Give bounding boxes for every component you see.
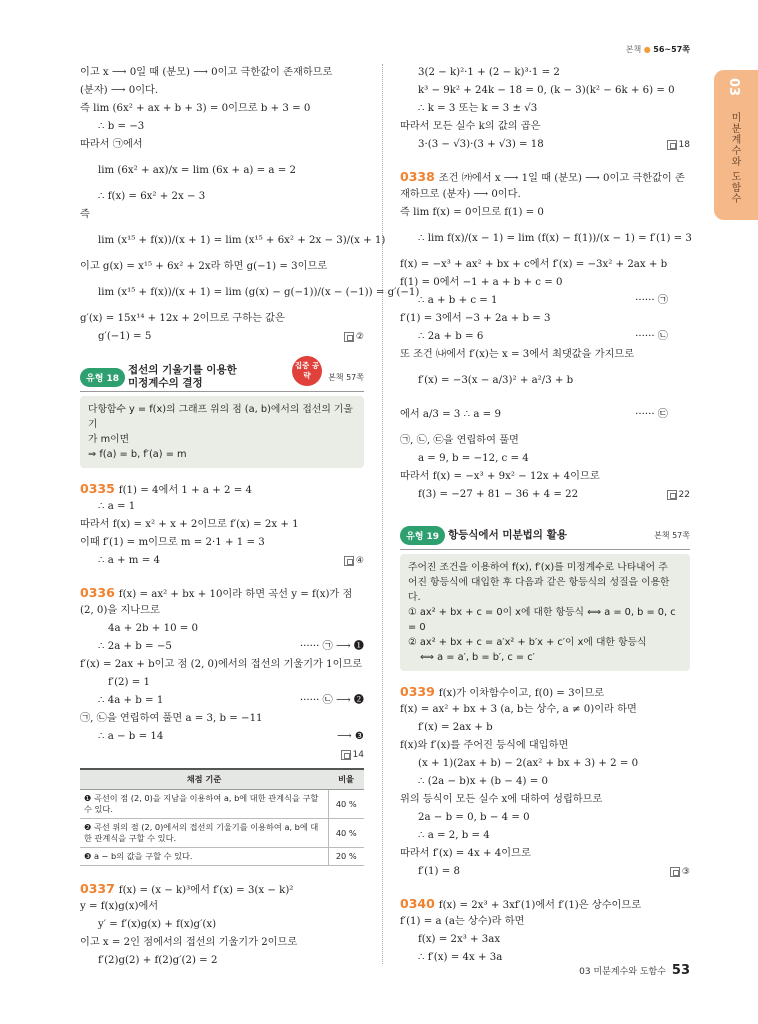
answer-value: 18 bbox=[678, 140, 690, 150]
type-ref: 본책 57쪽 bbox=[328, 373, 364, 382]
text-line-content: 에서 a/3 = 3 ∴ a = 9 bbox=[400, 409, 501, 420]
text-line: ㉠, ㉡을 연립하여 풀면 a = 3, b = −11 bbox=[80, 713, 263, 724]
answer-value: ④ bbox=[355, 556, 364, 566]
math-line: f′(x) = −3(x − a/3)² + a²/3 + b bbox=[418, 375, 574, 386]
problem-number: 0340 bbox=[400, 896, 435, 911]
text-line bbox=[400, 398, 690, 432]
text-line-content: f(x)가 이차함수이고, f(0) = 3이므로 bbox=[438, 688, 605, 699]
text-line: (x + 1)(2ax + b) − 2(ax² + bx + 3) + 2 = 0 bbox=[418, 758, 639, 769]
text-line: f′(2)g(2) + f(2)g′(2) = 2 bbox=[98, 955, 218, 966]
step-mark: ······ ㉢ bbox=[635, 409, 668, 420]
text-line: y = f(x)g(x)에서 bbox=[80, 901, 159, 912]
answer-icon bbox=[344, 556, 354, 566]
text-line bbox=[400, 486, 690, 504]
answer-icon bbox=[341, 750, 351, 760]
text-line bbox=[400, 863, 690, 881]
text-line: (분자) ⟶ 0이다. bbox=[80, 85, 159, 96]
answer-mark bbox=[670, 863, 690, 881]
text-line: 이고 x ⟶ 0일 때 (분모) ⟶ 0이고 극한값이 존재하므로 bbox=[80, 67, 333, 78]
text-line-content: ∴ a + b + c = 1 bbox=[418, 295, 498, 306]
page-header: 본책 ● 56~57쪽 bbox=[625, 45, 690, 54]
text-line: 또 조건 ㈏에서 f′(x)는 x = 3에서 최댓값을 가지므로 bbox=[400, 349, 635, 360]
text-line: 따라서 모든 실수 k의 값의 곱은 bbox=[400, 121, 541, 132]
answer-mark bbox=[344, 328, 364, 346]
math-line: lim (x¹⁵ + f(x))/(x + 1) = lim (g(x) − g(−1))/(x − (−1)) = g′(−1) bbox=[98, 287, 420, 298]
table-row bbox=[80, 848, 364, 866]
text-line: g′(x) = 15x¹⁴ + 12x + 2이므로 구하는 값은 bbox=[80, 313, 285, 324]
text-line: f′(x) = 2ax + b이고 점 (2, 0)에서의 접선의 기울기가 1이므로 bbox=[80, 659, 363, 670]
text-line bbox=[80, 728, 364, 746]
table-row bbox=[80, 819, 364, 848]
problem-0339 bbox=[400, 683, 690, 701]
text-line-content: ∴ a + m = 4 bbox=[98, 555, 160, 566]
grading-table bbox=[80, 768, 364, 866]
text-line-content: f(x) = (x − k)³에서 f′(x) = 3(x − k)² bbox=[118, 885, 294, 896]
text-line bbox=[80, 638, 364, 656]
text-line bbox=[400, 328, 690, 346]
page-footer bbox=[579, 963, 690, 978]
text-line: 2a − b = 0, b − 4 = 0 bbox=[418, 812, 530, 823]
table-cell: ❸ a − b의 값을 구할 수 있다. bbox=[80, 848, 328, 866]
answer-mark bbox=[667, 486, 690, 504]
answer-mark bbox=[667, 136, 690, 154]
text-line-content: f(3) = −27 + 81 − 36 + 4 = 22 bbox=[418, 489, 579, 500]
answer-value: ③ bbox=[681, 867, 690, 877]
text-line: f(x)와 f′(x)를 주어진 등식에 대입하면 bbox=[400, 740, 569, 751]
problem-number: 0338 bbox=[400, 169, 435, 184]
text-line: f′(1) = a (a는 상수)라 하면 bbox=[400, 916, 525, 927]
focus-badge: 집중 공략 bbox=[292, 356, 322, 386]
chapter-tab bbox=[714, 70, 758, 220]
text-line: ∴ k = 3 또는 k = 3 ± √3 bbox=[418, 103, 538, 114]
tip-line: 어진 항등식에 대입한 후 다음과 같은 항등식의 성질을 이용한다. bbox=[408, 577, 670, 603]
text-line: ∴ f(x) = 6x² + 2x − 3 bbox=[98, 191, 206, 202]
page-number: 53 bbox=[671, 963, 690, 978]
text-line: (2, 0)을 지나므로 bbox=[80, 605, 160, 616]
text-line: 이때 f′(1) = m이므로 m = 2·1 + 1 = 3 bbox=[80, 537, 265, 548]
text-line: f(x) = −x³ + ax² + bx + c에서 f′(x) = −3x² + 2ax + b bbox=[400, 259, 668, 270]
table-cell: ❷ 곡선 위의 점 (2, 0)에서의 접선의 기울기를 이용하여 a, b에 대한 관계식을 구할 수 있다. bbox=[80, 819, 328, 848]
answer-icon bbox=[667, 490, 677, 500]
text-line: 즉 lim (6x² + ax + b + 3) = 0이므로 b + 3 = 0 bbox=[80, 103, 311, 114]
text-line: ∴ a = 1 bbox=[98, 501, 136, 512]
text-line-content: f(1) = 4에서 1 + a + 2 = 4 bbox=[118, 485, 252, 496]
answer-value: 22 bbox=[678, 490, 690, 500]
answer-mark bbox=[341, 746, 364, 764]
answer-icon bbox=[667, 140, 677, 150]
math-line: ∴ lim f(x)/(x − 1) = lim (f(x) − f(1))/(x − 1) = f′(1) = 3 bbox=[418, 233, 692, 244]
text-line bbox=[400, 292, 690, 310]
type-ref: 본책 57쪽 bbox=[654, 531, 690, 540]
type-19-tip bbox=[400, 554, 690, 671]
problem-number: 0335 bbox=[80, 481, 115, 496]
text-line: 4a + 2b + 10 = 0 bbox=[108, 623, 199, 634]
column-divider bbox=[382, 64, 383, 964]
problem-0340 bbox=[400, 895, 690, 913]
text-line: k³ − 9k² + 24k − 18 = 0, (k − 3)(k² − 6k + 6) = 0 bbox=[418, 85, 675, 96]
type-19-header bbox=[400, 522, 690, 550]
tip-line: ⇒ f(a) = b, f′(a) = m bbox=[88, 449, 187, 460]
text-line: f′(x) = 2ax + b bbox=[418, 722, 493, 733]
text-line: ∴ a = 2, b = 4 bbox=[418, 830, 490, 841]
text-line: ∴ b = −3 bbox=[98, 121, 145, 132]
text-line: f′(2) = 1 bbox=[108, 677, 151, 688]
text-line-content: f′(1) = 8 bbox=[418, 866, 461, 877]
text-line: 3(2 − k)²·1 + (2 − k)³·1 = 2 bbox=[418, 67, 560, 78]
table-cell: 20 % bbox=[328, 848, 364, 866]
step-mark: ······ ㉡ bbox=[635, 331, 668, 342]
type-badge: 유형 19 bbox=[400, 526, 445, 545]
math-line: lim (6x² + ax)/x = lim (6x + a) = a = 2 bbox=[98, 165, 296, 176]
tip-line: ① ax² + bx + c = 0이 x에 대한 항등식 ⟺ a = 0, b = 0, c = 0 bbox=[408, 607, 676, 633]
type-title-line2: 미정계수의 결정 bbox=[128, 377, 203, 389]
text-line: f(x) = ax² + bx + 3 (a, b는 상수, a ≠ 0)이라 하면 bbox=[400, 704, 637, 715]
text-line-content: f(x) = 2x³ + 3xf′(1)에서 f′(1)은 상수이므로 bbox=[438, 900, 642, 911]
table-cell: 40 % bbox=[328, 790, 364, 819]
text-line: 따라서 f′(x) = 4x + 4이므로 bbox=[400, 848, 531, 859]
text-line bbox=[80, 328, 364, 346]
text-line: 따라서 f(x) = −x³ + 9x² − 12x + 4이므로 bbox=[400, 471, 600, 482]
type-title bbox=[128, 364, 237, 390]
text-line-content: ∴ 2a + b = 6 bbox=[418, 331, 484, 342]
answer-icon bbox=[344, 332, 354, 342]
type-18-header bbox=[80, 361, 364, 392]
text-line: 따라서 f(x) = x² + x + 2이므로 f′(x) = 2x + 1 bbox=[80, 519, 299, 530]
tip-line: ② ax² + bx + c = a′x² + b′x + c′이 x에 대한 항등식 bbox=[408, 637, 647, 648]
step-mark: ······ ㉠ bbox=[635, 295, 668, 306]
text-line: 위의 등식이 모든 실수 x에 대하여 성립하므로 bbox=[400, 794, 603, 805]
step-mark: ······ ㉠ ⟶ ❶ bbox=[299, 641, 364, 652]
table-header: 채점 기준 bbox=[80, 769, 328, 790]
text-line: ∴ f′(x) = 4x + 3a bbox=[418, 952, 503, 963]
chapter-number: 03 bbox=[726, 78, 741, 97]
problem-number: 0339 bbox=[400, 684, 435, 699]
answer-mark bbox=[344, 552, 364, 570]
answer-line bbox=[80, 746, 364, 764]
table-cell: 40 % bbox=[328, 819, 364, 848]
text-line: f(1) = 0에서 −1 + a + b + c = 0 bbox=[400, 277, 563, 288]
problem-number: 0337 bbox=[80, 881, 115, 896]
text-line-content: 조건 ㈎에서 x ⟶ 1일 때 (분모) ⟶ 0이고 극한값이 존 bbox=[438, 173, 685, 184]
type-18-tip bbox=[80, 396, 364, 468]
text-line-content: ∴ 2a + b = −5 bbox=[98, 641, 172, 652]
footer-chapter: 03 미분계수와 도함수 bbox=[579, 967, 666, 977]
text-line: y′ = f′(x)g(x) + f(x)g′(x) bbox=[98, 919, 217, 930]
right-column bbox=[400, 64, 690, 967]
step-mark: ⟶ ❸ bbox=[337, 731, 364, 742]
type-title: 항등식에서 미분법의 활용 bbox=[448, 529, 567, 541]
problem-0335 bbox=[80, 480, 364, 498]
text-line: 재하므로 (분자) ⟶ 0이다. bbox=[400, 189, 521, 200]
text-line: 따라서 ㉠에서 bbox=[80, 139, 143, 150]
text-line-content: g′(−1) = 5 bbox=[98, 331, 152, 342]
text-line: 즉 lim f(x) = 0이므로 f(1) = 0 bbox=[400, 207, 544, 218]
step-mark: ······ ㉡ ⟶ ❷ bbox=[299, 695, 364, 706]
tip-line: 가 m이면 bbox=[88, 434, 130, 445]
type-badge: 유형 18 bbox=[80, 368, 125, 387]
text-line bbox=[400, 136, 690, 154]
answer-value: 14 bbox=[352, 750, 364, 760]
problem-0337 bbox=[80, 880, 364, 898]
problem-number: 0336 bbox=[80, 585, 115, 600]
answer-value: ② bbox=[355, 332, 364, 342]
type-title-line1: 접선의 기울기를 이용한 bbox=[128, 364, 237, 376]
header-book: 본책 bbox=[625, 45, 642, 54]
header-pages: 56~57쪽 bbox=[653, 45, 690, 54]
text-line bbox=[80, 692, 364, 710]
chapter-label: 미분계수와 도함수 bbox=[729, 112, 740, 205]
answer-icon bbox=[670, 867, 680, 877]
text-line-content: ∴ 4a + b = 1 bbox=[98, 695, 164, 706]
table-cell: ❶ 곡선이 점 (2, 0)을 지남을 이용하여 a, b에 대한 관계식을 구할 수 있다. bbox=[80, 790, 328, 819]
text-line: f′(1) = 3에서 −3 + 2a + b = 3 bbox=[400, 313, 551, 324]
text-line: ㉠, ㉡, ㉢을 연립하여 풀면 bbox=[400, 435, 519, 446]
problem-0336 bbox=[80, 584, 364, 602]
text-line: ∴ (2a − b)x + (b − 4) = 0 bbox=[418, 776, 548, 787]
math-line: lim (x¹⁵ + f(x))/(x + 1) = lim (x¹⁵ + 6x² + 2x − 3)/(x + 1) bbox=[98, 235, 386, 246]
text-line-content: 3·(3 − √3)·(3 + √3) = 18 bbox=[418, 139, 544, 150]
text-line: a = 9, b = −12, c = 4 bbox=[418, 453, 529, 464]
text-line bbox=[80, 552, 364, 570]
text-line-content: f(x) = ax² + bx + 10이라 하면 곡선 y = f(x)가 점 bbox=[118, 589, 353, 600]
problem-0338 bbox=[400, 168, 690, 186]
text-line: f(x) = 2x³ + 3ax bbox=[418, 934, 501, 945]
tip-line: 주어진 조건을 이용하여 f(x), f′(x)를 미정계수로 나타내어 주 bbox=[408, 562, 668, 573]
tip-line: 다항함수 y = f(x)의 그래프 위의 점 (a, b)에서의 접선의 기울기 bbox=[88, 404, 353, 430]
tip-line: ⟺ a = a′, b = b′, c = c′ bbox=[420, 652, 535, 663]
text-line: 이고 x = 2인 점에서의 접선의 기울기가 2이므로 bbox=[80, 937, 298, 948]
table-header: 비율 bbox=[328, 769, 364, 790]
text-line: 이고 g(x) = x¹⁵ + 6x² + 2x라 하면 g(−1) = 3이므로 bbox=[80, 261, 328, 272]
text-line-content: ∴ a − b = 14 bbox=[98, 731, 164, 742]
table-row bbox=[80, 790, 364, 819]
text-line: 즉 bbox=[80, 209, 90, 220]
